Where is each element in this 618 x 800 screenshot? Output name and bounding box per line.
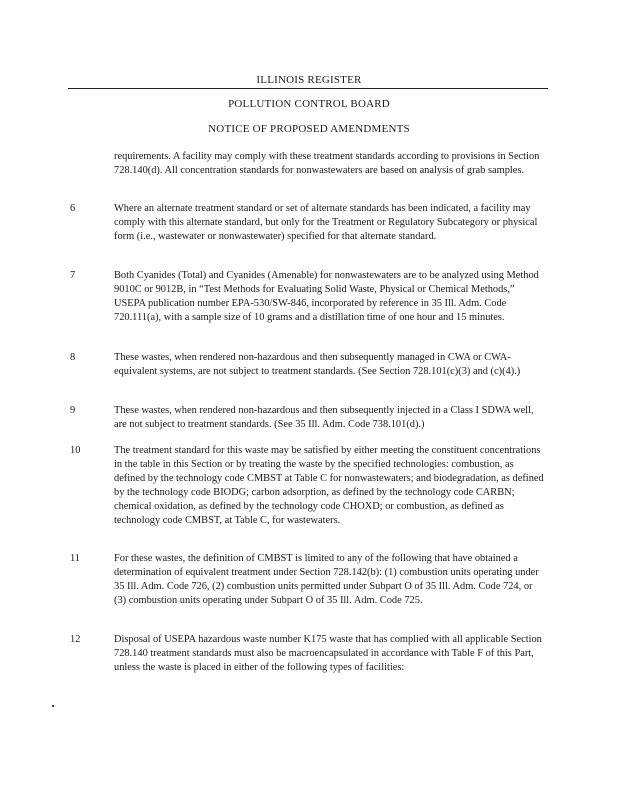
- header-rule: [68, 88, 548, 89]
- footnote-text: Disposal of USEPA hazardous waste number K175 waste that has complied with all applicable Section 728.140 treatment standards must also be macroencapsulated in accordance with Table F of this Part, unless the waste is placed in either of the following types of facilities:: [114, 634, 542, 673]
- footnote-number: 9: [70, 405, 76, 416]
- footnote-text: For these wastes, the definition of CMBST is limited to any of the following that have obtained a determination of equivalent treatment under Section 728.142(b): (1) combustion units operating under 35 Ill. Adm. Code 726, (2) combustion units permitted under Subpart O of 35 Ill. Adm. Code 724, or (3) combustion units operating under Subpart O of 35 Ill. Adm. Code 725.: [114, 553, 539, 606]
- footnote-number: 7: [70, 270, 76, 281]
- footnote-text: These wastes, when rendered non-hazardous and then subsequently injected in a Class I SDWA well, are not subject to treatment standards. (See 35 Ill. Adm. Code 738.101(d).): [114, 405, 534, 430]
- notice-title: NOTICE OF PROPOSED AMENDMENTS: [208, 123, 410, 135]
- scan-speck: [52, 705, 54, 707]
- footnote-number: 10: [70, 445, 81, 456]
- footnote-text: Both Cyanides (Total) and Cyanides (Amenable) for nonwastewaters are to be analyzed using Method 9010C or 9012B, in “Test Methods for Evaluating Solid Waste, Physical or Chemical Methods,” USEPA publication number EPA-530/SW-846, incorporated by reference in 35 Ill. Adm. Code 720.111(a), with a sample size of 10 grams and a distillation time of one hour and 15 minutes.: [114, 270, 539, 323]
- footnote-number: 12: [70, 634, 81, 645]
- footnote-text: Where an alternate treatment standard or set of alternate standards has been indicated, a facility may comply with this alternate standard, but only for the Treatment or Regulatory Subcategory or physical form (i.e., wastewater or nonwastewater) specified for that alternate standard.: [114, 203, 538, 242]
- register-title: ILLINOIS REGISTER: [256, 74, 362, 86]
- intro-paragraph: requirements. A facility may comply with these treatment standards according to provisions in Section 728.140(d). All concentration standards for nonwastewaters are based on analysis of grab samples.: [114, 151, 540, 176]
- board-title: POLLUTION CONTROL BOARD: [228, 98, 390, 110]
- footnote-text: These wastes, when rendered non-hazardous and then subsequently managed in CWA or CWA-equivalent systems, are not subject to treatment standards. (See Section 728.101(c)(3) and (c)(4).): [114, 352, 521, 377]
- footnote-number: 6: [70, 203, 76, 214]
- footnote-number: 11: [70, 553, 81, 564]
- footnote-number: 8: [70, 352, 76, 363]
- footnote-text: The treatment standard for this waste may be satisfied by either meeting the constituent concentrations in the table in this Section or by treating the waste by the specified technologies: combustion, as defined by the technology code CMBST at Table C for nonwastewaters; and biodegradation, as defined by the technology code BIODG; carbon adsorption, as defined by the technology code CARBN; chemical oxidation, as defined by the technology code CHOXD; or combustion, as defined as technology code CMBST, at Table C, for wastewaters.: [114, 445, 544, 526]
